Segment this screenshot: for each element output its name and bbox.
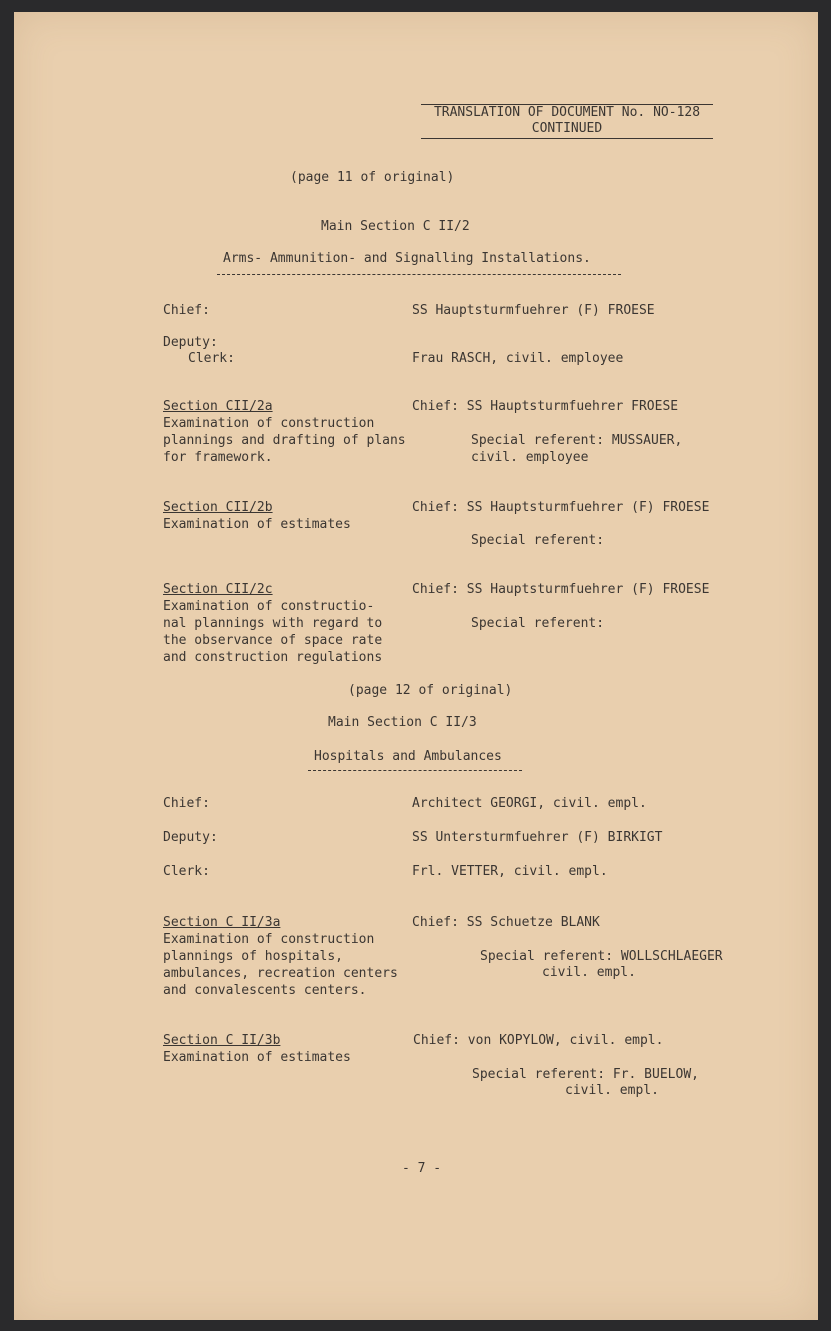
section-cii-2c-desc-line: nal plannings with regard to: [163, 616, 383, 631]
section-cii-2a-chief: Chief: SS Hauptsturmfuehrer FROESE: [412, 399, 679, 414]
section-cii-2c-desc-line: the observance of space rate: [163, 633, 383, 648]
section-c-ii-3b-desc-line: Examination of estimates: [163, 1050, 351, 1065]
section-c-ii-3a-desc-line: ambulances, recreation centers: [163, 966, 398, 981]
section-cii-2b-chief: Chief: SS Hauptsturmfuehrer (F) FROESE: [412, 500, 710, 515]
section-c2-dashed-rule: [217, 274, 621, 275]
section-c-ii-3a-desc-line: plannings of hospitals,: [163, 949, 344, 964]
section-c-ii-3b-referent: Special referent: Fr. BUELOW,: [472, 1067, 699, 1082]
section-c2-title: Main Section C II/2: [321, 219, 470, 234]
c3-chief-value: Architect GEORGI, civil. empl.: [412, 796, 647, 811]
section-c-ii-3b-chief: Chief: von KOPYLOW, civil. empl.: [413, 1033, 664, 1048]
section-cii-2c-chief: Chief: SS Hauptsturmfuehrer (F) FROESE: [412, 582, 710, 597]
section-cii-2c-referent: Special referent:: [471, 616, 605, 631]
section-cii-2a-desc-line: for framework.: [163, 450, 273, 465]
section-c3-subtitle: Hospitals and Ambulances: [314, 749, 502, 764]
document-header: [421, 104, 713, 139]
c3-chief-label: Chief:: [163, 796, 210, 811]
page-12-note: (page 12 of original): [348, 683, 513, 698]
section-cii-2a-referent-note: civil. employee: [471, 450, 589, 465]
c3-clerk-label: Clerk:: [163, 864, 210, 879]
c2-clerk-label: Clerk:: [188, 351, 235, 366]
c3-clerk-value: Frl. VETTER, civil. empl.: [412, 864, 608, 879]
section-c-ii-3b-title: Section C II/3b: [163, 1033, 281, 1048]
section-c-ii-3a-referent: Special referent: WOLLSCHLAEGER: [480, 949, 723, 964]
section-c2-subtitle: Arms- Ammunition- and Signalling Installations.: [223, 251, 591, 266]
section-c-ii-3a-desc-line: Examination of construction: [163, 932, 375, 947]
section-cii-2c-title: Section CII/2c: [163, 582, 273, 597]
c2-chief-value: SS Hauptsturmfuehrer (F) FROESE: [412, 303, 655, 318]
section-cii-2a-title: Section CII/2a: [163, 399, 273, 414]
section-c-ii-3b-referent-note: civil. empl.: [565, 1083, 659, 1098]
header-continued: CONTINUED: [531, 121, 603, 136]
c2-deputy-label: Deputy:: [163, 335, 218, 350]
c3-deputy-label: Deputy:: [163, 830, 218, 845]
section-cii-2c-desc-line: Examination of constructio-: [163, 599, 375, 614]
section-c-ii-3a-chief: Chief: SS Schuetze BLANK: [412, 915, 600, 930]
section-c-ii-3a-referent-note: civil. empl.: [542, 965, 636, 980]
section-cii-2b-desc-line: Examination of estimates: [163, 517, 351, 532]
section-c3-dashed-rule: [308, 770, 522, 771]
page-11-note: (page 11 of original): [290, 170, 455, 185]
c3-deputy-value: SS Untersturmfuehrer (F) BIRKIGT: [412, 830, 663, 845]
section-c3-title: Main Section C II/3: [328, 715, 477, 730]
section-cii-2a-desc-line: Examination of construction: [163, 416, 375, 431]
section-cii-2c-desc-line: and construction regulations: [163, 650, 383, 665]
section-cii-2b-referent: Special referent:: [471, 533, 605, 548]
page-number: - 7 -: [402, 1161, 442, 1176]
header-title: TRANSLATION OF DOCUMENT No. NO-128: [433, 105, 701, 120]
c2-clerk-value: Frau RASCH, civil. employee: [412, 351, 624, 366]
header-bottom-rule: [421, 138, 713, 139]
section-cii-2a-referent: Special referent: MUSSAUER,: [471, 433, 683, 448]
section-c-ii-3a-title: Section C II/3a: [163, 915, 281, 930]
section-cii-2b-title: Section CII/2b: [163, 500, 273, 515]
section-cii-2a-desc-line: plannings and drafting of plans: [163, 433, 406, 448]
section-c-ii-3a-desc-line: and convalescents centers.: [163, 983, 367, 998]
document-page: [14, 12, 818, 1320]
c2-chief-label: Chief:: [163, 303, 210, 318]
